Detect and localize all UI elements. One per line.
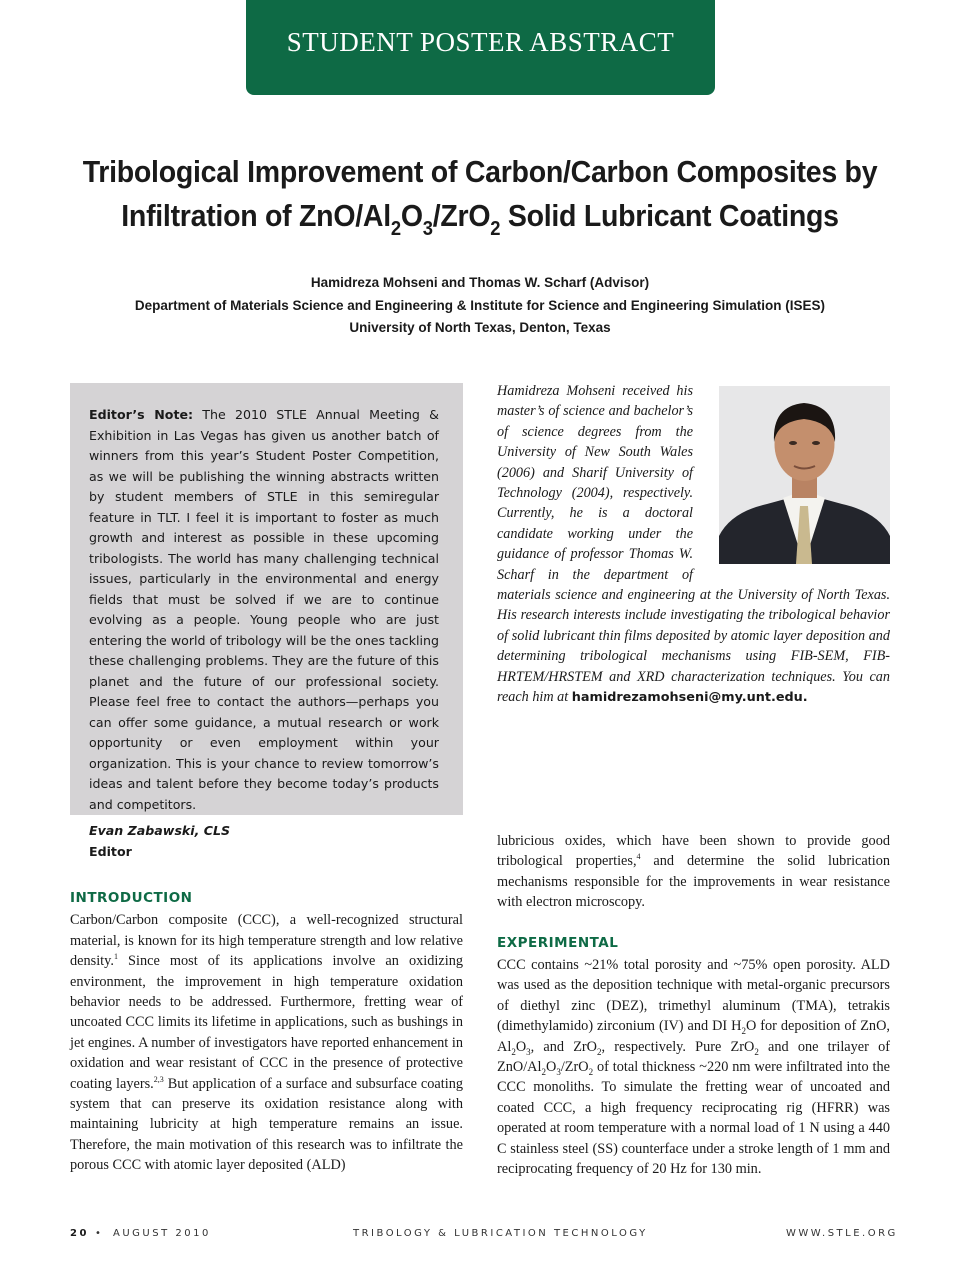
title-text: Solid Lubricant Coatings — [500, 198, 839, 233]
paragraph-text: of total thickness ~220 nm were infiltrated into the CCC monoliths. To simulate the fretting wear of uncoated and coated CCC, a high frequency reciprocating rig (HFRR) was operated at room temperature with a normal load of 1 N using a 440 C stainless steel (SS) counterface under a stroke length of 1 mm and reciprocating frequency of 20 Hz for 130 min. — [497, 1059, 890, 1178]
editor-role: Editor — [89, 843, 132, 859]
section-banner — [246, 0, 715, 95]
paragraph-text: lubricious oxides, which have been shown to provide good tribological properties, — [497, 833, 890, 870]
reference-marker: 4 — [636, 852, 641, 862]
footer-date: AUGUST 2010 — [113, 1228, 211, 1239]
title-text: Infiltration of ZnO/Al — [121, 198, 391, 233]
article-title — [75, 150, 885, 238]
title-subscript: 2 — [490, 218, 501, 240]
subscript: 2 — [541, 1066, 546, 1077]
author-bio — [497, 381, 890, 709]
editors-note-box — [70, 383, 463, 859]
title-subscript: 3 — [422, 218, 433, 240]
editor-name: Evan Zabawski, CLS — [89, 823, 231, 838]
author-department: Department of Materials Science and Engineering & Institute for Science and Engineering Simulation (ISES) — [134, 297, 826, 313]
subscript: 2 — [597, 1046, 602, 1057]
author-portrait-image — [719, 386, 890, 564]
author-email[interactable]: hamidrezamohseni@my.unt.edu. — [571, 690, 808, 706]
subscript: 2 — [754, 1046, 759, 1057]
editors-note-label: Editor’s Note: — [89, 407, 194, 422]
subscript: 3 — [526, 1046, 531, 1057]
paragraph-text: O for deposition of ZnO, Al — [497, 1018, 890, 1055]
introduction-continued — [497, 831, 890, 913]
section-banner-label: STUDENT POSTER ABSTRACT — [286, 27, 675, 57]
paragraph-text: O — [545, 1059, 557, 1076]
introduction-heading: INTRODUCTION — [70, 890, 193, 906]
title-subscript: 2 — [390, 218, 401, 240]
author-photo — [719, 386, 890, 564]
paragraph-text: Carbon/Carbon composite (CCC), a well-recognized structural material, is known for its high temperature strength and low relative density. — [70, 912, 463, 970]
paragraph-text: , respectively. Pure ZrO — [601, 1038, 755, 1055]
paragraph-text: Since most of its applications involve an oxidizing environment, the improvement in high temperature oxidation behavior needs to be addressed. Furthermore, fretting wear of uncoated CCC limits its lifetime in applications, such as bushings in jet engines. A number of investigators have reported enhancement in oxidation and wear resistant of CCC in the presence of protective coating layers. — [70, 953, 463, 1092]
paragraph-text: , and ZrO — [530, 1038, 598, 1055]
bio-text: Hamidreza Mohseni received his master’s of science and bachelor’s of science degrees from the University of New South Wales (2006) and Sharif University of Technology (2004), respectively. Currently, he is a doctoral candidate working under the guidance of professor Thomas W. Scharf in the department of materials science and engineering at the University of North Texas. His research interests include investigating the tribological behavior of solid lubricant thin films deposited by atomic layer deposition and determining tribological mechanisms using FIB-SEM, FIB-HRTEM/HRSTEM and XRD characterization techniques. You can reach him at — [497, 383, 890, 706]
title-line-2 — [121, 198, 839, 240]
footer-bullet: • — [95, 1228, 104, 1239]
left-column — [70, 888, 463, 1176]
paragraph-text: /ZrO — [560, 1059, 589, 1076]
footer-page-number: 20 — [70, 1228, 89, 1239]
title-text: O — [400, 198, 423, 233]
editor-signature — [89, 821, 439, 862]
paragraph-text: O — [515, 1038, 527, 1055]
paragraph-text: CCC contains ~21% total porosity and ~75% open porosity. ALD was used as the deposition technique with metal-organic precursors of diethyl zinc (DEZ), trimethyl aluminum (TMA), tetrakis (dimethylamido) zirconium (IV) and DI H — [497, 957, 890, 1035]
author-block — [40, 272, 920, 340]
paragraph-text: and determine the solid lubrication mechanisms responsible for the improvements in wear resistance with electron microscopy. — [497, 853, 890, 911]
experimental-paragraph — [497, 955, 890, 1179]
title-text: /ZrO — [432, 198, 491, 233]
reference-marker: 1 — [113, 952, 118, 962]
subscript: 3 — [556, 1066, 561, 1077]
subscript: 2 — [741, 1026, 746, 1037]
paragraph-text: But application of a surface and subsurface coating system that can preserve its oxidation resistance along with maintaining lubricity at high temperature remains an issue. Therefore, the main motivation of this research was to infiltrate the porous CCC with atomic layer deposited (ALD) — [70, 1075, 463, 1174]
footer-website: WWW.STLE.ORG — [786, 1228, 898, 1239]
author-university: University of North Texas, Denton, Texas — [349, 320, 611, 335]
subscript: 2 — [511, 1046, 516, 1057]
subscript: 2 — [588, 1066, 594, 1077]
right-column — [497, 831, 890, 1180]
introduction-paragraph — [70, 910, 463, 1175]
editors-note-body: The 2010 STLE Annual Meeting & Exhibition in Las Vegas has given us another batch of winners from this year’s Student Poster Competition, as we will be publishing the winning abstracts written by student members of STLE in this semiregular feature in TLT. I feel it is important to foster as much growth and interest as possible in these upcoming tribologists. The world has many challenging technical issues, particularly in the environmental and energy fields that must be solved if we are to continue evolving as a people. Young people who are just entering the world of tribology will be the ones tackling these challenging problems. They are the future of this planet and the future of our professional society. Please feel free to contact the authors—perhaps you can offer some guidance, a mutual research or work opportunity or even employment within your organization. This is your chance to review tomorrow’s ideas and talent before they become today’s products and competitors. — [89, 407, 439, 812]
title-line-1: Tribological Improvement of Carbon/Carbon Composites by — [82, 154, 878, 189]
experimental-heading: EXPERIMENTAL — [497, 934, 619, 951]
paragraph-text: and one trilayer of ZnO/Al — [497, 1038, 890, 1076]
editors-note-text — [89, 405, 439, 815]
footer-journal: TRIBOLOGY & LUBRICATION TECHNOLOGY — [353, 1228, 648, 1239]
author-names: Hamidreza Mohseni and Thomas W. Scharf (Advisor) — [310, 275, 650, 290]
reference-marker: 2,3 — [153, 1074, 164, 1084]
